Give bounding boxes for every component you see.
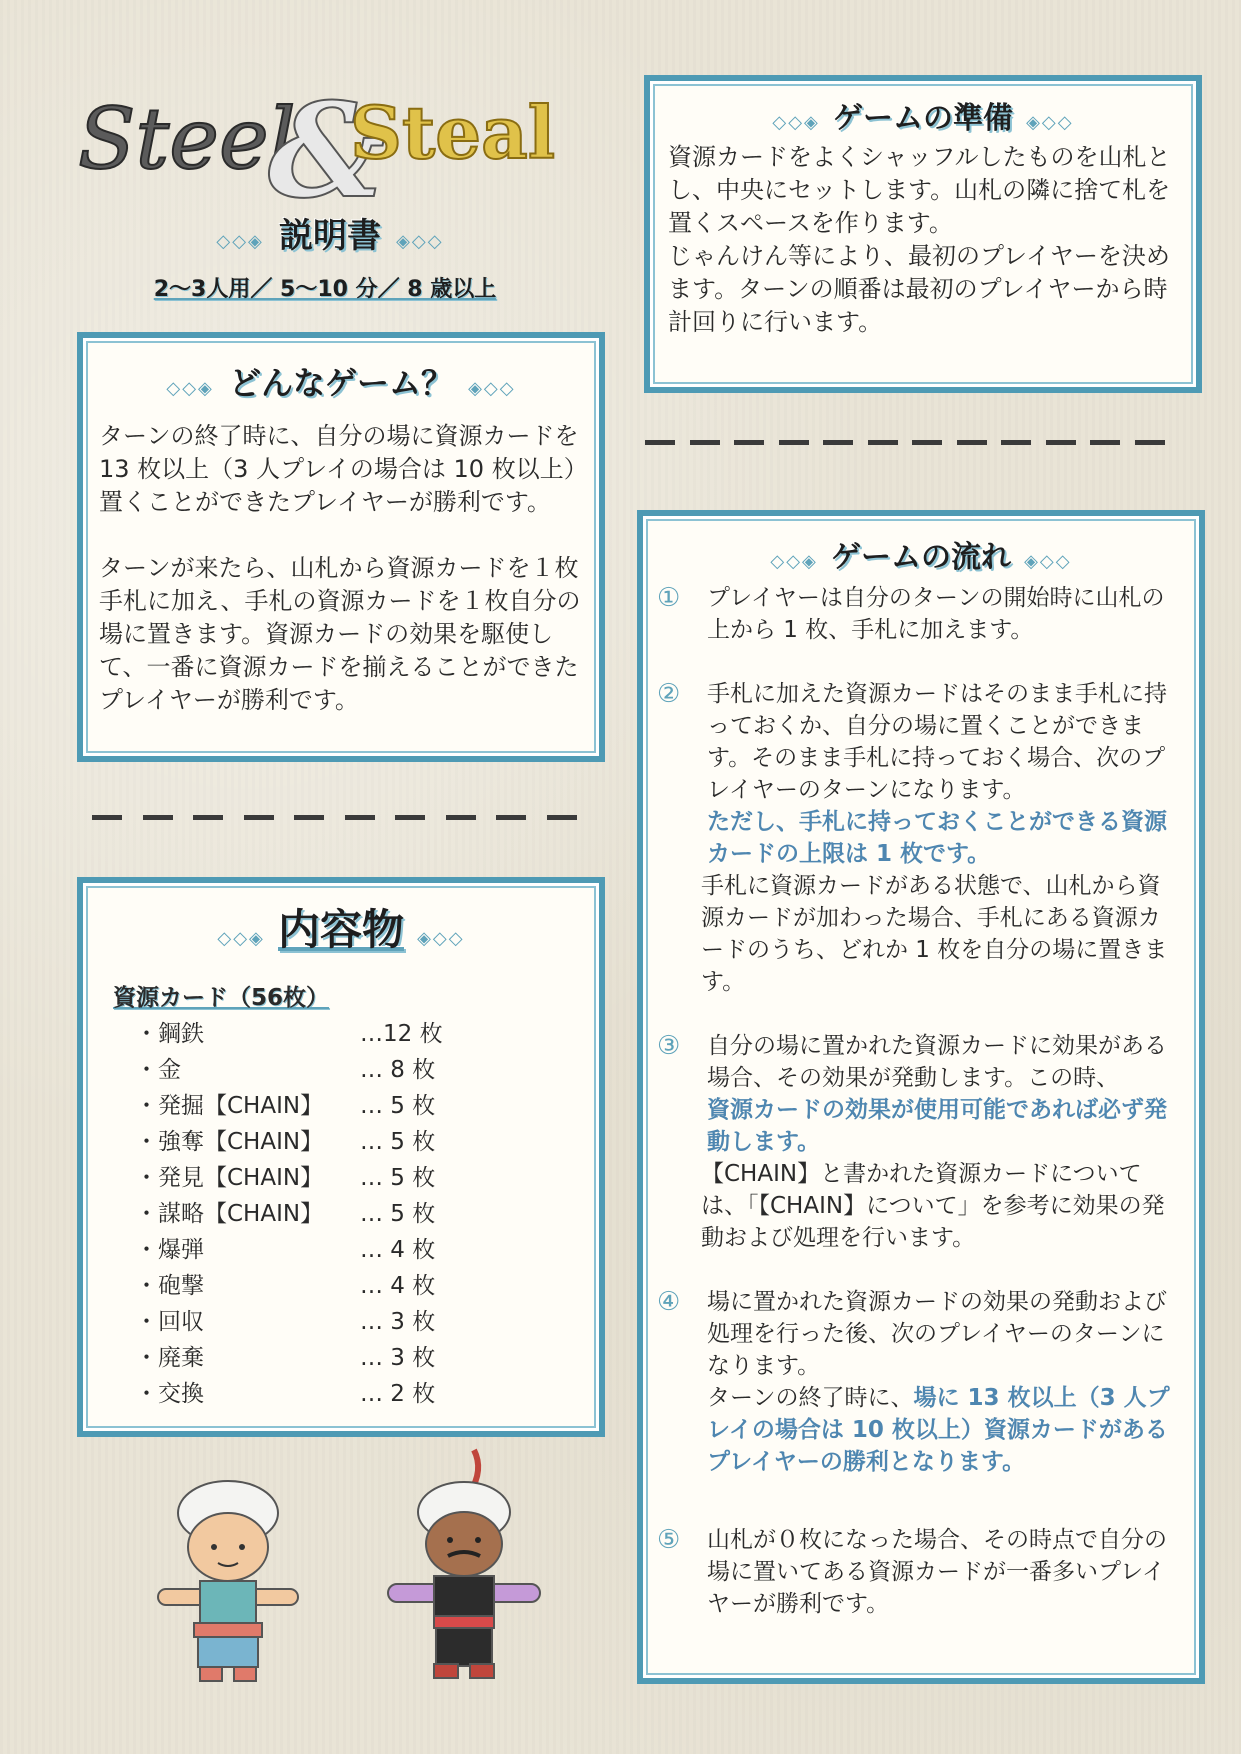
- diamond-ornament-left: ◇◇◈: [217, 928, 265, 949]
- contents-title-row: [83, 897, 599, 957]
- diamond-ornament-right: ◈◇◇: [396, 231, 444, 252]
- step-number: ④: [657, 1287, 681, 1317]
- contents-list: [135, 1016, 599, 1412]
- list-item: ・爆弾 … 4 枚: [135, 1237, 436, 1263]
- logo-ampersand: &: [268, 88, 386, 208]
- step-number: ⑤: [657, 1525, 681, 1555]
- diamond-ornament-left: ◇◇◈: [166, 378, 214, 399]
- flow-step-2: [657, 678, 1183, 998]
- logo-word-steal: Steal: [350, 90, 556, 175]
- about-title: どんなゲーム？: [228, 364, 453, 402]
- list-item: ・砲撃 … 4 枚: [135, 1273, 436, 1299]
- step-text: プレイヤーは自分のターンの開始時に山札の上から 1 枚、手札に加えます。: [707, 585, 1165, 643]
- steel-and-steal-logo: [78, 88, 588, 208]
- flow-step-4: [657, 1286, 1183, 1478]
- step-extra: 手札に資源カードがある状態で、山札から資源カードが加わった場合、手札にある資源カードのうち、どれか 1 枚を自分の場に置きます。: [701, 873, 1168, 995]
- step-number: ②: [657, 679, 681, 709]
- diamond-ornament-right: ◈◇◇: [417, 928, 465, 949]
- flow-step-3: [657, 1030, 1183, 1254]
- list-item: ・強奪【CHAIN】 … 5 枚: [135, 1129, 436, 1155]
- step-extra: 【CHAIN】と書かれた資源カードについては、「【CHAIN】について」を参考に効果の発動および処理を行います。: [701, 1161, 1165, 1251]
- manual-title-row: [160, 208, 500, 257]
- diamond-ornament-right: ◈◇◇: [1024, 551, 1072, 572]
- game-setup-box: [644, 75, 1202, 393]
- step-highlight: 場に 13 枚以上（3 人プレイの場合は 10 枚以上）資源カードがあるプレイヤーの勝利となります。: [707, 1385, 1170, 1475]
- about-paragraph-2: ターンが来たら、山札から資源カードを１枚手札に加え、手札の資源カードを１枚自分の場に置きます。資源カードの効果を駆使して、一番に資源カードを揃えることができたプレイヤーが勝利です。: [99, 554, 581, 714]
- step-number: ①: [657, 583, 681, 613]
- list-item: ・回収 … 3 枚: [135, 1309, 436, 1335]
- diamond-ornament-right: ◈◇◇: [468, 378, 516, 399]
- player-specs: 2～3人用／ 5～10 分／ 8 歳以上: [153, 277, 497, 302]
- contents-title: 内容物: [277, 905, 404, 954]
- list-item: ・発掘【CHAIN】 … 5 枚: [135, 1093, 436, 1119]
- step-number: ③: [657, 1031, 681, 1061]
- character-man-illustration: [384, 1440, 544, 1685]
- game-flow-box: [637, 510, 1205, 1684]
- flow-title: ゲームの流れ: [831, 540, 1011, 575]
- step-text: 場に置かれた資源カードの効果の発動および処理を行った後、次のプレイヤーのターンになります。: [707, 1289, 1167, 1379]
- step-text: 山札が０枚になった場合、その時点で自分の場に置いてある資源カードが一番多いプレイヤーが勝利です。: [707, 1527, 1167, 1617]
- step-highlight: ただし、手札に持っておくことができる資源カードの上限は 1 枚です。: [707, 809, 1167, 867]
- list-item: ・鋼鉄 …12 枚: [135, 1021, 443, 1047]
- setup-paragraph-1: 資源カードをよくシャッフルしたものを山札とし、中央にセットします。山札の隣に捨て札を置くスペースを作ります。: [668, 143, 1171, 237]
- setup-paragraph-2: じゃんけん等により、最初のプレイヤーを決めます。ターンの順番は最初のプレイヤーから時計回りに行います。: [668, 242, 1170, 336]
- list-item: ・謀略【CHAIN】 … 5 枚: [135, 1201, 436, 1227]
- step-text: 手札に加えた資源カードはそのまま手札に持っておくか、自分の場に置くことができます。そのまま手札に持っておく場合、次のプレイヤーのターンになります。: [707, 681, 1167, 803]
- step-text: 自分の場に置かれた資源カードに効果がある場合、その効果が発動します。この時、: [707, 1033, 1167, 1091]
- about-title-row: [83, 358, 599, 404]
- divider-dashes-left: [92, 815, 577, 820]
- flow-step-5: [657, 1524, 1183, 1620]
- diamond-ornament-left: ◇◇◈: [216, 231, 264, 252]
- logo-word-steel: Steel: [78, 90, 296, 188]
- list-item: ・金 … 8 枚: [135, 1057, 436, 1083]
- setup-title: ゲームの準備: [833, 101, 1013, 136]
- diamond-ornament-left: ◇◇◈: [770, 551, 818, 572]
- diamond-ornament-right: ◈◇◇: [1026, 112, 1074, 133]
- step-highlight: 資源カードの効果が使用可能であれば必ず発動します。: [707, 1097, 1167, 1155]
- list-item: ・廃棄 … 3 枚: [135, 1345, 436, 1371]
- about-game-box: [77, 332, 605, 762]
- list-item: ・交換 … 2 枚: [135, 1381, 436, 1407]
- contents-box: [77, 877, 605, 1437]
- list-item: ・発見【CHAIN】 … 5 枚: [135, 1165, 436, 1191]
- character-boy-illustration: [148, 1465, 308, 1685]
- contents-subtitle: 資源カード（56枚）: [113, 985, 330, 1011]
- diamond-ornament-left: ◇◇◈: [772, 112, 820, 133]
- flow-title-row: [643, 532, 1199, 576]
- setup-title-row: [650, 93, 1196, 137]
- manual-title: 説明書: [279, 216, 381, 256]
- step-extra: ターンの終了時に、: [707, 1385, 914, 1411]
- about-paragraph-1: ターンの終了時に、自分の場に資源カードを 13 枚以上（3 人プレイの場合は 10 枚以上）置くことができたプレイヤーが勝利です。: [99, 422, 579, 516]
- flow-step-1: [657, 582, 1183, 646]
- divider-dashes-right: [645, 440, 1165, 445]
